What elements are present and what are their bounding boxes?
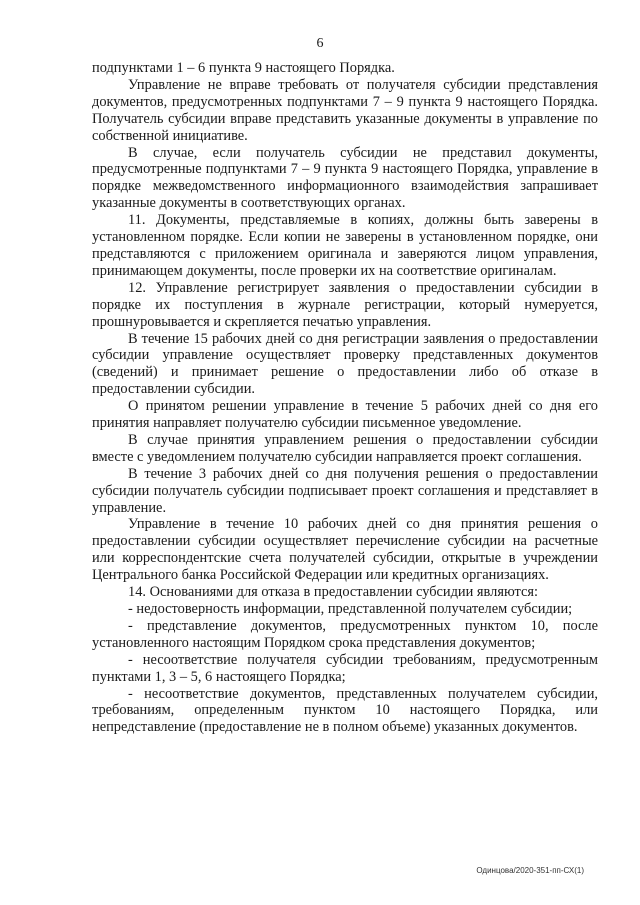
list-item: - недостоверность информации, представленной получателем субсидии; — [128, 601, 573, 617]
list-item: - представление документов, предусмотренных пунктом 10, после установленного настоящим Порядком срока представления документов; — [92, 617, 598, 651]
page-number: 6 — [316, 36, 324, 51]
paragraph: 12. Управление регистрирует заявления о предоставлении субсидии в порядке их поступления в журнале регистрации, который нумеруется, прошнуровывается и скрепляется печатью управления. — [92, 279, 598, 330]
list-item: - несоответствие документов, представленных получателем субсидии, требованиям, определенным пунктом 10 настоящего Порядка, или непредставление (предоставление не в полном объеме) указанных документов. — [92, 685, 598, 736]
paragraph: В течение 3 рабочих дней со дня получения решения о предоставлении субсидии получатель субсидии подписывает проект соглашения и представляет в управление. — [92, 465, 598, 516]
paragraph: О принятом решении управление в течение 5 рабочих дней со дня его принятия направляет получателю субсидии письменное уведомление. — [92, 398, 598, 432]
paragraph: В случае принятия управлением решения о предоставлении субсидии вместе с уведомлением получателю субсидии направляется проект соглашения. — [92, 431, 598, 465]
paragraph: Управление в течение 10 рабочих дней со дня принятия решения о предоставлении субсидии осуществляет перечисление субсидии на расчетные или корреспондентские счета получателей субсидии, открытые в учреждении Центрального банка Российской Федерации или кредитных организациях. — [92, 516, 598, 584]
body-text — [92, 60, 598, 736]
list-item: - несоответствие получателя субсидии требованиям, предусмотренным пунктами 1, 3 – 5, 6 настоящего Порядка; — [92, 651, 598, 685]
paragraph: В случае, если получатель субсидии не представил документы, предусмотренные подпунктами 7 – 9 пункта 9 настоящего Порядка, управление в порядке межведомственного информационного взаимодействия запрашивает указанные документы в соответствующих органах. — [92, 144, 598, 212]
paragraph: 14. Основаниями для отказа в предоставлении субсидии являются: — [128, 584, 538, 601]
document-code-footer: Одинцова/2020-351-пп-СХ(1) — [476, 866, 584, 875]
paragraph: Управление не вправе требовать от получателя субсидии представления документов, предусмотренных подпунктами 7 – 9 пункта 9 настоящего Порядка. Получатель субсидии вправе представить указанные документы в управление по собственной инициативе. — [92, 76, 598, 144]
paragraph: подпунктами 1 – 6 пункта 9 настоящего Порядка. — [92, 60, 395, 76]
paragraph: В течение 15 рабочих дней со дня регистрации заявления о предоставлении субсидии управление осуществляет проверку представленных документов (сведений) и принимает решение о предоставлении либо об отказе в предоставлении субсидии. — [92, 330, 598, 398]
paragraph: 11. Документы, представляемые в копиях, должны быть заверены в установленном порядке. Если копии не заверены в установленном порядке, они представляются с приложением оригинала и заверяются лицом управления, принимающем документы, после проверки их на соответствие оригиналам. — [92, 212, 598, 279]
